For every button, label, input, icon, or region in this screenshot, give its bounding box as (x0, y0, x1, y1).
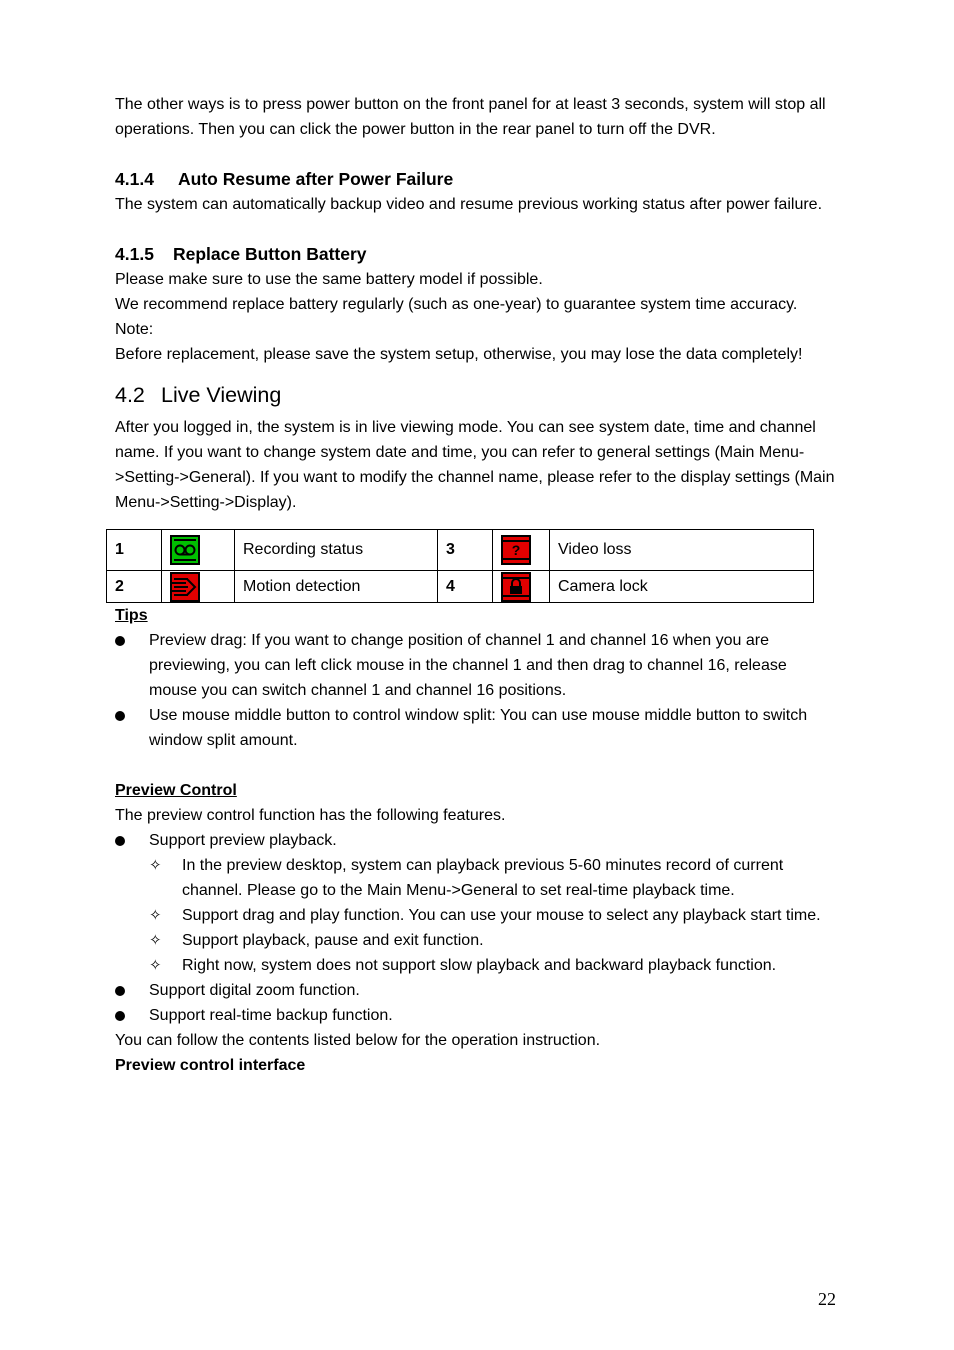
diamond-bullet-icon: ✧ (149, 857, 162, 874)
bullet-icon (115, 836, 125, 846)
status-icon-table (106, 529, 814, 603)
section-number: 4.1.4 (115, 169, 154, 189)
row-number: 4 (438, 571, 493, 603)
tips-heading: Tips (115, 607, 148, 624)
list-item (115, 978, 837, 1003)
list-item (115, 703, 837, 753)
motion-detection-icon (170, 572, 200, 602)
section-title: Auto Resume after Power Failure (178, 169, 454, 189)
section-heading-4-1-4 (115, 167, 837, 192)
svg-text:?: ? (511, 542, 521, 558)
list-item (115, 928, 837, 953)
list-item (115, 828, 837, 978)
bullet-icon (115, 711, 125, 721)
intro-paragraph: The other ways is to press power button on the front panel for at least 3 seconds, system will stop all operations. Then you can click the power button in the rear panel to turn off the DVR. (115, 96, 826, 138)
battery-note-label: Note: (115, 321, 154, 338)
status-label: Video loss (550, 530, 814, 571)
feature-text: Support digital zoom function. (149, 982, 360, 999)
page-number: 22 (818, 1289, 836, 1309)
list-item (115, 953, 837, 978)
sub-feature-text: Right now, system does not support slow playback and backward playback function. (182, 957, 777, 974)
icon-cell (493, 571, 550, 603)
icon-cell (493, 530, 550, 571)
section-title: Live Viewing (161, 383, 282, 407)
follow-instruction: You can follow the contents listed below for the operation instruction. (115, 1032, 601, 1049)
bullet-icon (115, 986, 125, 996)
feature-text: Support real-time backup function. (149, 1007, 393, 1024)
row-number: 1 (107, 530, 162, 571)
bullet-icon (115, 1011, 125, 1021)
feature-text: Support preview playback. (149, 832, 337, 849)
table-row (107, 571, 814, 603)
list-item (115, 853, 837, 903)
sub-feature-text: Support playback, pause and exit function. (182, 932, 484, 949)
section-heading-4-1-5 (115, 242, 837, 267)
diamond-bullet-icon: ✧ (149, 907, 162, 924)
section-title: Replace Button Battery (173, 244, 367, 264)
preview-features-list (115, 828, 837, 1028)
section-heading-4-2 (115, 381, 837, 409)
recording-status-icon (170, 535, 200, 565)
playback-sub-list (149, 853, 837, 978)
preview-control-interface-label: Preview control interface (115, 1057, 306, 1074)
preview-control-heading: Preview Control (115, 782, 237, 799)
preview-control-intro: The preview control function has the following features. (115, 807, 506, 824)
diamond-bullet-icon: ✧ (149, 932, 162, 949)
diamond-bullet-icon: ✧ (149, 957, 162, 974)
sub-feature-text: Support drag and play function. You can use your mouse to select any playback start time. (182, 907, 821, 924)
status-label: Camera lock (550, 571, 814, 603)
document-page (115, 92, 837, 1078)
list-item (115, 1003, 837, 1028)
auto-resume-paragraph: The system can automatically backup video and resume previous working status after power failure. (115, 196, 823, 213)
status-label: Motion detection (235, 571, 438, 603)
row-number: 2 (107, 571, 162, 603)
row-number: 3 (438, 530, 493, 571)
bullet-icon (115, 636, 125, 646)
live-viewing-paragraph: After you logged in, the system is in live viewing mode. You can see system date, time and channel name. If you want to change system date and time, you can refer to general settings (Main Menu->Setting->General). If you want to modify the channel name, please refer to the display settings (Main Menu->Setting->Display). (115, 419, 835, 511)
sub-feature-text: In the preview desktop, system can playback previous 5-60 minutes record of current channel. Please go to the Main Menu->General to set real-time playback time. (182, 857, 784, 899)
icon-cell (162, 571, 235, 603)
video-loss-icon (501, 535, 531, 565)
section-number: 4.1.5 (115, 244, 154, 264)
tip-text: Preview drag: If you want to change position of channel 1 and channel 16 when you are previewing, you can left click mouse in the channel 1 and then drag to channel 16, release mouse you can switch channel 1 and channel 16 positions. (149, 632, 787, 699)
table-row (107, 530, 814, 571)
section-number: 4.2 (115, 383, 145, 407)
camera-lock-icon (501, 572, 531, 602)
battery-line-1: Please make sure to use the same battery model if possible. (115, 271, 543, 288)
battery-line-2: We recommend replace battery regularly (such as one-year) to guarantee system time accuracy. (115, 296, 798, 313)
tips-list (115, 628, 837, 753)
list-item (115, 628, 837, 703)
icon-cell (162, 530, 235, 571)
battery-line-4: Before replacement, please save the system setup, otherwise, you may lose the data completely! (115, 346, 803, 363)
status-label: Recording status (235, 530, 438, 571)
list-item (115, 903, 837, 928)
tip-text: Use mouse middle button to control window split: You can use mouse middle button to switch window split amount. (149, 707, 808, 749)
